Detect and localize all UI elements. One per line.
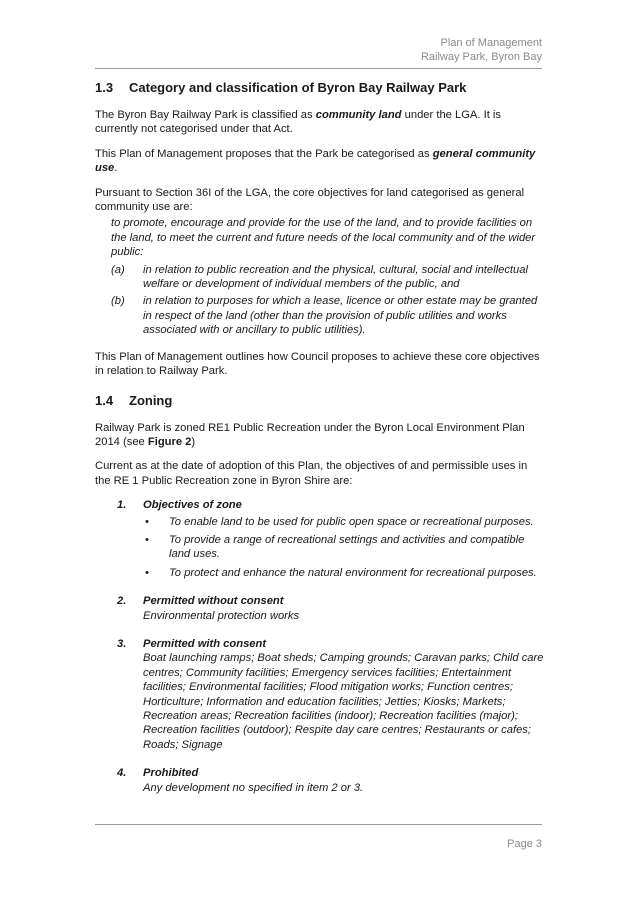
header-rule	[95, 68, 542, 69]
list-item: 2. Permitted without consent Environmental protection works	[95, 594, 545, 623]
quote-intro: to promote, encourage and provide for the use of the land, and to provide facilities on the land, to meet the current and future needs of the local community and of the wider public:	[111, 217, 536, 259]
bullet-icon: •	[145, 533, 149, 546]
bullet-item: • To provide a range of recreational settings and activities and compatible land uses.	[145, 533, 525, 561]
list-item: 4. Prohibited Any development no specified in item 2 or 3.	[95, 766, 545, 795]
bullet-item: • To enable land to be used for public open space or recreational purposes.	[145, 515, 534, 528]
section-title: Zoning	[129, 392, 173, 408]
section-number: 1.3	[95, 80, 114, 95]
list-heading: Objectives of zone	[143, 499, 242, 512]
paragraph-zone-objectives-intro: Current as at the date of adoption of this Plan, the objectives of and permissible uses in the RE 1 Public Recreation zone in Byron Shire are:	[95, 460, 528, 487]
bullet-icon: •	[145, 515, 149, 528]
bullet-icon: •	[145, 566, 149, 579]
paragraph-classification: The Byron Bay Railway Park is classified as community land under the LGA. It is currently not categorised under that Act.	[95, 109, 502, 136]
core-objectives-quote	[111, 216, 545, 337]
section-1-4-heading	[95, 393, 545, 409]
list-item: (a) in relation to public recreation and the physical, cultural, social and intellectual welfare or development of individual members of the public, and	[111, 263, 528, 291]
paragraph-zoning: Railway Park is zoned RE1 Public Recreation under the Byron Local Environment Plan 2014 (see Figure 2)	[95, 421, 525, 448]
section-1-3-heading	[95, 80, 545, 96]
paragraph-category: This Plan of Management proposes that the Park be categorised as general community use.	[95, 147, 536, 175]
list-heading: Permitted with consent	[143, 637, 267, 650]
list-heading: Permitted without consent	[143, 595, 284, 608]
zone-list	[95, 498, 545, 795]
list-item: 1. Objectives of zone • To enable land to be used for public open space or recreational purposes. • To provide a range of recreational settings and activities and compatible land uses. • To protect and enhance the natural environment for recreational purposes.	[95, 498, 545, 580]
list-text: Any development no specified in item 2 or 3.	[143, 781, 364, 794]
header-title: Plan of Management	[440, 37, 542, 49]
list-item: 3. Permitted with consent Boat launching ramps; Boat sheds; Camping grounds; Caravan parks; Child care centres; Community facilities; Emergency services facilities; Entertainment facilities; Environmental facilities; Flood mitigation works; Function centres; Horticulture; Information and education facilities; Jetties; Kiosks; Markets; Recreation areas; Recreation facilities (indoor); Recreation facilities (major); Recreation facilities (outdoor); Respite day care centres; Restaurants or cafes; Roads; Signage	[117, 637, 544, 751]
section-title: Category and classification of Byron Bay Railway Park	[129, 80, 467, 95]
footer-rule	[95, 824, 542, 825]
page-number: Page 3	[507, 838, 542, 850]
paragraph-section-36i: Pursuant to Section 36I of the LGA, the core objectives for land categorised as general community use are:	[95, 186, 525, 214]
page-body	[95, 80, 545, 804]
section-number: 1.4	[95, 392, 114, 408]
list-heading: Prohibited	[143, 767, 199, 780]
list-item: (b) in relation to purposes for which a lease, licence or other estate may be granted in respect of the land (other than the provision of public utilities and works associated with or ancillary to public utilities).	[111, 295, 538, 337]
header-subtitle: Railway Park, Byron Bay	[420, 51, 542, 63]
bullet-item: • To protect and enhance the natural environment for recreational purposes.	[145, 566, 537, 579]
list-text: Environmental protection works	[143, 609, 300, 622]
paragraph-plan-outline: This Plan of Management outlines how Council proposes to achieve these core objectives in relation to Railway Park.	[95, 350, 540, 378]
list-text: Boat launching ramps; Boat sheds; Camping grounds; Caravan parks; Child care centres; Community facilities; Emergency services facilities; Entertainment facilities; Environmental facilities; Flood mitigation works; Function centres; Horticulture; Information and education facilities; Jetties; Kiosks; Markets; Recreation areas; Recreation facilities (indoor); Recreation facilities (major); Recreation facilities (outdoor); Respite day care centres; Restaurants or cafes; Roads; Signage	[143, 652, 544, 751]
running-header	[421, 36, 542, 64]
